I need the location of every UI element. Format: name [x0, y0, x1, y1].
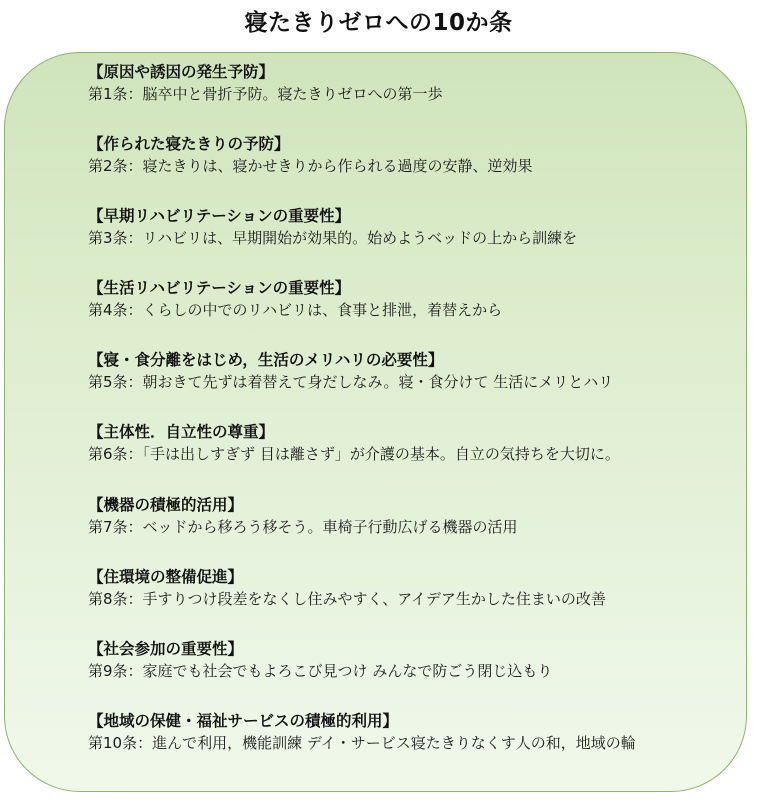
rule-text: 第1条：脳卒中と骨折予防。寝たきりゼロへの第一歩 [88, 85, 443, 103]
rule-text: 第2条：寝たきりは、寝かせきりから作られる過度の安静、逆効果 [88, 157, 533, 176]
rule-item-8 [88, 567, 743, 639]
rule-item-1 [88, 62, 743, 134]
rule-text: 第8条：手すりつけ段差をなくし住みやすく、アイデア生かした住まいの改善 [88, 589, 606, 608]
rule-heading: 【地域の保健・福祉サービスの積極的利用】 [88, 711, 399, 730]
rule-heading: 【主体性．自立性の尊重】 [88, 423, 275, 442]
rule-heading: 【原因や誘因の発生予防】 [88, 63, 275, 81]
rule-text: 第10条：進んで利用，機能訓練 デイ・サービス寝たきりなくす人の和，地域の輪 [88, 733, 636, 752]
rules-list [88, 62, 743, 783]
rule-heading: 【早期リハビリテーションの重要性】 [88, 207, 351, 226]
rule-item-6 [88, 422, 743, 494]
rule-heading: 【機器の積極的活用】 [88, 495, 244, 514]
rule-text: 第6条：「手は出しすぎず 目は離さず」が介護の基本。自立の気持ちを大切に。 [88, 445, 620, 464]
rule-text: 第5条：朝おきて先ずは着替えて身だしなみ。寝・食分けて 生活にメリとハリ [88, 373, 614, 392]
rule-item-9 [88, 639, 743, 711]
rule-item-4 [88, 278, 743, 350]
page-title: 寝たきりゼロへの10か条 [244, 10, 513, 36]
rule-heading: 【社会参加の重要性】 [88, 639, 244, 658]
rule-item-5 [88, 350, 743, 422]
rule-heading: 【寝・食分離をはじめ，生活のメリハリの必要性】 [88, 351, 444, 370]
rule-item-3 [88, 206, 743, 278]
rule-heading: 【生活リハビリテーションの重要性】 [88, 279, 351, 298]
rule-item-2 [88, 134, 743, 206]
rule-item-10 [88, 711, 743, 783]
rule-text: 第3条：リハビリは、早期開始が効果的。始めようベッドの上から訓練を [88, 229, 578, 248]
rule-item-7 [88, 495, 743, 567]
rule-text: 第9条：家庭でも社会でもよろこび見つけ みんなで防ごう閉じ込もり [88, 661, 553, 680]
rule-text: 第7条：ベッドから移ろう移そう。車椅子行動広げる機器の活用 [88, 517, 518, 536]
rule-heading: 【作られた寝たきりの予防】 [88, 135, 290, 154]
rule-heading: 【住環境の整備促進】 [88, 567, 244, 586]
rule-text: 第4条：くらしの中でのリハビリは、食事と排泄，着替えから [88, 301, 503, 320]
